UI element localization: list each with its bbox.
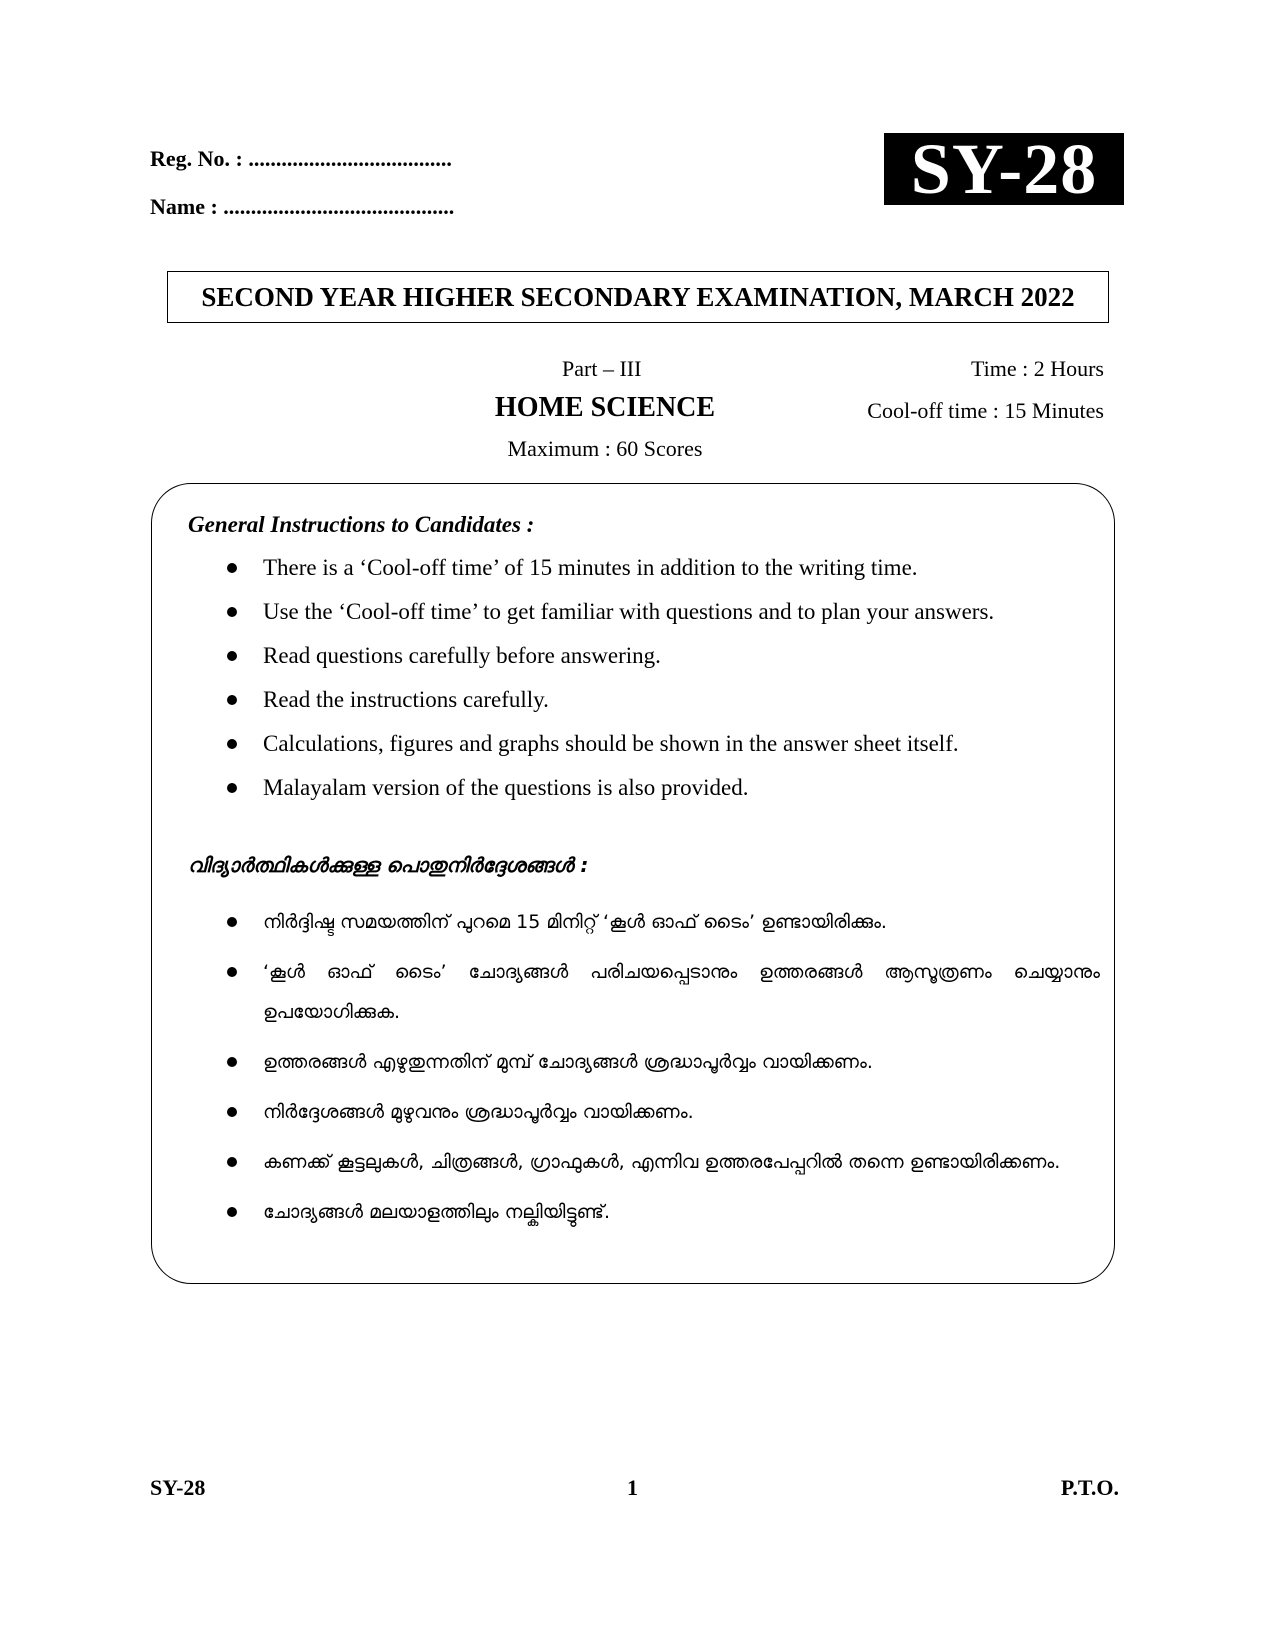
please-turn-over: P.T.O. — [1060, 1475, 1119, 1500]
bullet-icon — [227, 917, 237, 927]
cool-off-time: Cool-off time : 15 Minutes — [867, 398, 1104, 423]
list-item: Read questions carefully before answering. — [225, 641, 1100, 685]
exam-time: Time : 2 Hours — [970, 356, 1104, 381]
malayalam-instructions-list — [225, 902, 1100, 1242]
list-item: There is a ‘Cool-off time’ of 15 minutes in addition to the writing time. — [225, 553, 1100, 597]
list-item: Read the instructions carefully. — [225, 685, 1100, 729]
english-instructions-list — [225, 553, 1100, 817]
list-item: Calculations, figures and graphs should be shown in the answer sheet itself. — [225, 729, 1100, 773]
paper-part: Part – III — [562, 356, 642, 381]
maximum-scores: Maximum : 60 Scores — [507, 436, 703, 461]
english-instructions-heading: General Instructions to Candidates : — [188, 512, 535, 537]
name-field: Name : .......................................... — [150, 194, 455, 219]
bullet-icon — [227, 607, 237, 617]
bullet-icon — [227, 1157, 237, 1167]
list-item: ‘കൂൾ ഓഫ് ടൈം’ ചോദ്യങ്ങൾ പരിചയപ്പെടാനും ഉത്തരങ്ങൾ ആസൂത്രണം ചെയ്യാനും ഉപയോഗിക്കുക. — [225, 952, 1100, 1032]
list-item: ഉത്തരങ്ങൾ എഴുതുന്നതിന് മുമ്പ് ചോദ്യങ്ങൾ ശ്രദ്ധാപൂർവ്വം വായിക്കണം. — [225, 1042, 1100, 1082]
bullet-icon — [227, 1107, 237, 1117]
bullet-icon — [227, 695, 237, 705]
bullet-icon — [227, 1057, 237, 1067]
reg-no-field: Reg. No. : ..................................... — [150, 146, 452, 171]
paper-code-badge: SY-28 — [884, 133, 1124, 205]
list-item: Use the ‘Cool-off time’ to get familiar with questions and to plan your answers. — [225, 597, 1100, 641]
bullet-icon — [227, 967, 237, 977]
bullet-icon — [227, 563, 237, 573]
exam-title: SECOND YEAR HIGHER SECONDARY EXAMINATION, MARCH 2022 — [167, 271, 1109, 323]
bullet-icon — [227, 1207, 237, 1217]
footer-paper-code: SY-28 — [150, 1475, 206, 1500]
list-item: ചോദ്യങ്ങൾ മലയാളത്തിലും നല്കിയിട്ടുണ്ട്. — [225, 1192, 1100, 1232]
list-item: നിർദ്ദിഷ്ട സമയത്തിന് പുറമെ 15 മിനിറ്റ് ‘കൂൾ ഓഫ് ടൈം’ ഉണ്ടായിരിക്കും. — [225, 902, 1100, 942]
page-number: 1 — [627, 1475, 638, 1500]
bullet-icon — [227, 651, 237, 661]
subject-title: HOME SCIENCE — [494, 392, 716, 423]
list-item: കണക്ക് കൂട്ടലുകൾ, ചിത്രങ്ങൾ, ഗ്രാഫുകൾ, എന്നിവ ഉത്തരപേപ്പറിൽ തന്നെ ഉണ്ടായിരിക്കണം. — [225, 1142, 1100, 1182]
list-item: Malayalam version of the questions is also provided. — [225, 773, 1100, 817]
bullet-icon — [227, 783, 237, 793]
malayalam-instructions-heading: വിദ്യാർത്ഥികൾക്കുള്ള പൊതുനിർദ്ദേശങ്ങൾ : — [188, 853, 589, 877]
bullet-icon — [227, 739, 237, 749]
list-item: നിർദ്ദേശങ്ങൾ മുഴുവനും ശ്രദ്ധാപൂർവ്വം വായിക്കണം. — [225, 1092, 1100, 1132]
